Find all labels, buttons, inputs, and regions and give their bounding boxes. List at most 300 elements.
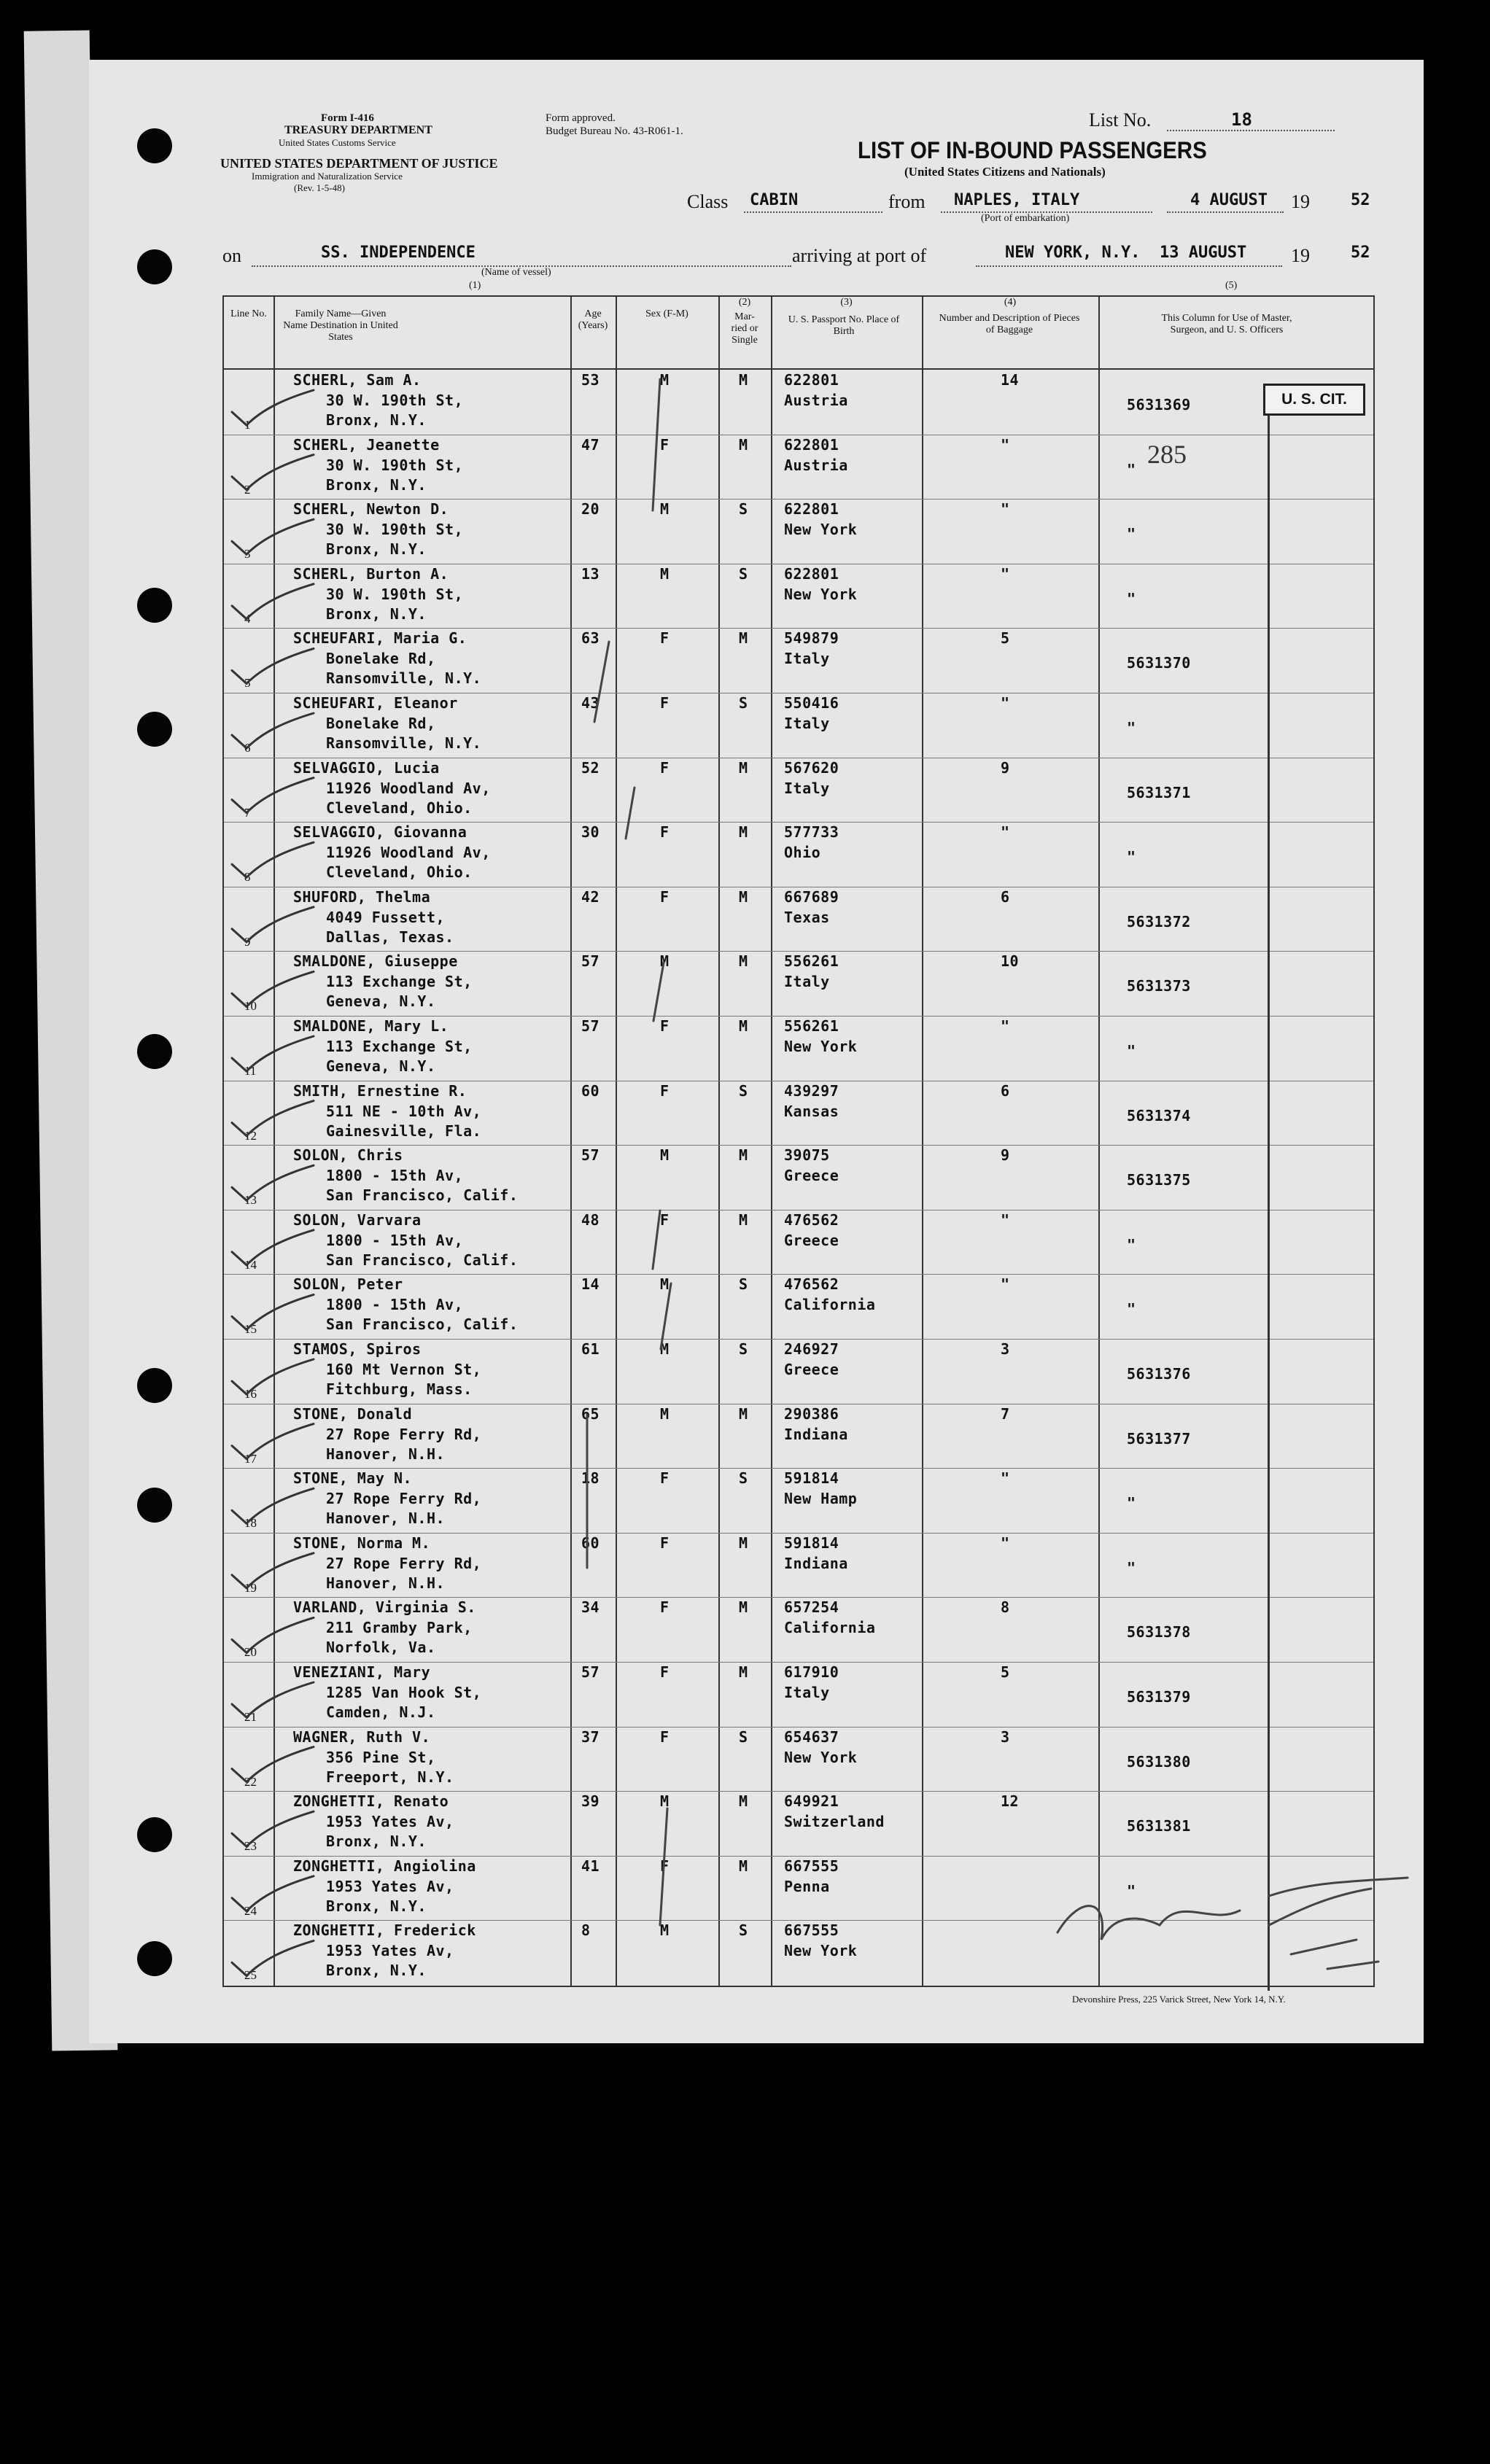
line-number: 7 — [244, 805, 251, 820]
passenger-sex: F — [660, 758, 670, 777]
address-line-2: Cleveland, Ohio. — [326, 863, 473, 882]
header-married-num: (2) — [738, 297, 751, 308]
check-mark — [232, 648, 314, 683]
address-line-1: 1800 - 15th Av, — [326, 1167, 464, 1185]
place-of-birth: New York — [784, 1038, 858, 1055]
officer-number: 5631372 — [1127, 912, 1191, 930]
marital-status: M — [739, 823, 748, 842]
baggage-count: " — [1001, 564, 1010, 583]
line-number: 14 — [244, 1257, 257, 1272]
line-number: 9 — [244, 934, 251, 949]
passport-number: 439297 — [784, 1081, 839, 1100]
arrival-year: 52 — [1351, 244, 1370, 262]
embark-port: NAPLES, ITALY — [954, 191, 1080, 209]
inspector-signature — [1291, 1940, 1357, 1954]
column-marker-1: (1) — [469, 280, 481, 291]
baggage-count: " — [1001, 694, 1010, 712]
check-mark — [232, 1811, 314, 1846]
passenger-age: 63 — [581, 629, 600, 648]
address-line-2: Hanover, N.H. — [326, 1574, 446, 1592]
check-mark — [232, 1294, 314, 1329]
officer-number: " — [1127, 1300, 1136, 1318]
officer-number: 5631377 — [1127, 1429, 1191, 1447]
officer-number: 5631379 — [1127, 1688, 1191, 1706]
place-of-birth: Penna — [784, 1877, 830, 1895]
bracket-mark — [653, 1210, 660, 1269]
passenger-age: 41 — [581, 1857, 600, 1875]
passenger-age: 37 — [581, 1727, 600, 1746]
passenger-age: 57 — [581, 1146, 600, 1165]
passport-number: 649921 — [784, 1792, 839, 1811]
passenger-sex: M — [660, 371, 670, 389]
passenger-name: STONE, Norma M. — [293, 1534, 431, 1552]
line-number: 2 — [244, 482, 251, 497]
passenger-age: 48 — [581, 1210, 600, 1229]
passenger-sex: M — [660, 1275, 670, 1294]
baggage-count: " — [1001, 1210, 1010, 1229]
passport-number: 622801 — [784, 564, 839, 583]
place-of-birth: New York — [784, 1942, 858, 1960]
marital-status: M — [739, 1598, 748, 1617]
bracket-mark — [653, 379, 660, 510]
passenger-age: 43 — [581, 694, 600, 712]
address-line-2: Camden, N.J. — [326, 1703, 436, 1721]
place-of-birth: Austria — [784, 392, 848, 409]
marital-status: M — [739, 887, 748, 906]
ins-service: Immigration and Naturalization Service — [252, 171, 403, 182]
address-line-1: 356 Pine St, — [326, 1748, 436, 1766]
address-line-2: Fitchburg, Mass. — [326, 1380, 473, 1398]
marital-status: M — [739, 435, 748, 454]
bracket-mark — [594, 642, 609, 722]
marital-status: S — [739, 1275, 748, 1294]
address-line-1: Bonelake Rd, — [326, 650, 436, 668]
passenger-name: SCHERL, Sam A. — [293, 371, 422, 389]
marital-status: M — [739, 952, 748, 971]
passenger-sex: F — [660, 1857, 670, 1875]
address-line-1: 4049 Fussett, — [326, 908, 446, 926]
address-line-2: Hanover, N.H. — [326, 1445, 446, 1463]
baggage-count: " — [1001, 1275, 1010, 1294]
budget-bureau: Budget Bureau No. 43-R061-1. — [546, 125, 683, 137]
passenger-sex: M — [660, 500, 670, 518]
passenger-name: SHUFORD, Thelma — [293, 887, 431, 906]
baggage-count: " — [1001, 500, 1010, 518]
officer-number: 5631380 — [1127, 1752, 1191, 1771]
marital-status: M — [739, 1146, 748, 1165]
officer-number: " — [1127, 719, 1136, 737]
address-line-1: 30 W. 190th St, — [326, 521, 464, 539]
line-number: 21 — [244, 1710, 257, 1724]
vessel-note: (Name of vessel) — [481, 267, 551, 278]
passenger-age: 57 — [581, 1663, 600, 1681]
passport-number: 476562 — [784, 1275, 839, 1294]
officer-number: " — [1127, 848, 1136, 866]
passport-number: 556261 — [784, 952, 839, 971]
passenger-age: 57 — [581, 1017, 600, 1035]
inspector-signature — [1269, 1878, 1408, 1896]
officer-number: 5631373 — [1127, 977, 1191, 995]
passenger-name: SOLON, Varvara — [293, 1210, 422, 1229]
address-line-1: 1953 Yates Av, — [326, 1942, 454, 1960]
header-age: Age (Years) — [578, 308, 608, 331]
check-mark — [232, 971, 314, 1006]
place-of-birth: Greece — [784, 1361, 839, 1378]
passenger-age: 34 — [581, 1598, 600, 1617]
passenger-name: SELVAGGIO, Lucia — [293, 758, 440, 777]
marital-status: S — [739, 1727, 748, 1746]
address-line-1: 30 W. 190th St, — [326, 392, 464, 409]
marital-status: S — [739, 500, 748, 518]
form-approved: Form approved. — [546, 112, 616, 124]
class-label: Class — [687, 191, 729, 212]
passenger-age: 39 — [581, 1792, 600, 1811]
passenger-age: 65 — [581, 1404, 600, 1423]
address-line-1: 160 Mt Vernon St, — [326, 1361, 482, 1378]
passport-number: 657254 — [784, 1598, 839, 1617]
header-sex: Sex (F-M) — [645, 308, 688, 319]
place-of-birth: Greece — [784, 1167, 839, 1185]
baggage-count: " — [1001, 1017, 1010, 1035]
embark-year-prefix: 19 — [1291, 191, 1310, 212]
passenger-name: SCHEUFARI, Maria G. — [293, 629, 467, 648]
check-mark — [232, 1230, 314, 1265]
place-of-birth: Italy — [784, 715, 830, 732]
passenger-name: SOLON, Chris — [293, 1146, 403, 1165]
check-mark — [232, 1424, 314, 1459]
list-label: List No. — [1089, 109, 1152, 131]
check-mark — [232, 519, 314, 554]
passenger-name: SELVAGGIO, Giovanna — [293, 823, 467, 842]
line-number: 17 — [244, 1451, 257, 1466]
address-line-1: 1953 Yates Av, — [326, 1877, 454, 1895]
officer-number: 5631378 — [1127, 1623, 1191, 1641]
line-number: 5 — [244, 676, 251, 691]
passenger-sex: M — [660, 952, 670, 971]
marital-status: S — [739, 564, 748, 583]
passport-number: 667689 — [784, 887, 839, 906]
passenger-age: 53 — [581, 371, 600, 389]
line-number: 20 — [244, 1645, 257, 1660]
baggage-count: 14 — [1001, 371, 1020, 389]
passport-number: 622801 — [784, 435, 839, 454]
officer-number: 5631370 — [1127, 654, 1191, 672]
passenger-age: 13 — [581, 564, 600, 583]
marital-status: M — [739, 1210, 748, 1229]
line-number: 16 — [244, 1387, 257, 1401]
place-of-birth: Italy — [784, 1684, 830, 1701]
marital-status: M — [739, 758, 748, 777]
marital-status: S — [739, 1469, 748, 1488]
marital-status: S — [739, 694, 748, 712]
marital-status: M — [739, 1017, 748, 1035]
passenger-sex: M — [660, 1792, 670, 1811]
passenger-sex: F — [660, 1081, 670, 1100]
address-line-2: Freeport, N.Y. — [326, 1768, 454, 1786]
embark-date: 4 AUGUST — [1190, 191, 1268, 209]
place-of-birth: Texas — [784, 908, 830, 926]
passport-number: 667555 — [784, 1857, 839, 1875]
check-mark — [232, 1036, 314, 1071]
list-subtitle: (United States Citizens and Nationals) — [904, 165, 1106, 179]
passenger-sex: F — [660, 1598, 670, 1617]
header-married: Mar-ried or Single — [731, 311, 758, 346]
officer-number: 5631369 — [1127, 396, 1191, 413]
place-of-birth: Ohio — [784, 844, 821, 862]
address-line-1: Bonelake Rd, — [326, 715, 436, 732]
line-number: 22 — [244, 1774, 257, 1789]
check-mark — [232, 1876, 314, 1911]
baggage-count: 9 — [1001, 1146, 1010, 1165]
baggage-count: 7 — [1001, 1404, 1010, 1423]
check-mark — [232, 842, 314, 877]
inspector-signature — [1058, 1906, 1240, 1940]
address-line-1: 1285 Van Hook St, — [326, 1684, 482, 1701]
bracket-mark — [653, 963, 664, 1021]
passport-number: 591814 — [784, 1469, 839, 1488]
passenger-name: VENEZIANI, Mary — [293, 1663, 431, 1681]
passenger-sex: F — [660, 435, 670, 454]
officer-number: 5631375 — [1127, 1171, 1191, 1189]
passenger-name: SCHERL, Burton A. — [293, 564, 449, 583]
address-line-2: San Francisco, Calif. — [326, 1251, 519, 1269]
passport-number: 550416 — [784, 694, 839, 712]
passenger-name: SMALDONE, Mary L. — [293, 1017, 449, 1035]
baggage-count: " — [1001, 435, 1010, 454]
address-line-1: 27 Rope Ferry Rd, — [326, 1554, 482, 1572]
check-mark — [232, 713, 314, 748]
line-number: 1 — [244, 418, 251, 432]
column-marker-5: (5) — [1225, 280, 1238, 291]
passenger-name: SOLON, Peter — [293, 1275, 403, 1294]
place-of-birth: Italy — [784, 650, 830, 668]
passport-number: 591814 — [784, 1534, 839, 1552]
baggage-count: 3 — [1001, 1340, 1010, 1358]
baggage-count: 9 — [1001, 758, 1010, 777]
header-baggage-num: (4) — [1004, 297, 1017, 308]
check-mark — [232, 1747, 314, 1782]
passenger-sex: F — [660, 1210, 670, 1229]
passenger-sex: F — [660, 823, 670, 842]
class-value: CABIN — [750, 191, 799, 209]
passenger-name: ZONGHETTI, Frederick — [293, 1921, 476, 1940]
passenger-sex: F — [660, 1663, 670, 1681]
address-line-2: Bronx, N.Y. — [326, 475, 427, 494]
officer-number: " — [1127, 525, 1136, 543]
passenger-sex: M — [660, 1921, 670, 1940]
header-baggage: Number and Description of Pieces of Baggage — [939, 313, 1080, 335]
passenger-age: 60 — [581, 1081, 600, 1100]
line-number: 11 — [244, 1064, 257, 1078]
arrival-year-prefix: 19 — [1291, 245, 1310, 266]
marital-status: S — [739, 1340, 748, 1358]
check-mark — [232, 1682, 314, 1717]
check-mark — [232, 907, 314, 942]
address-line-2: Hanover, N.H. — [326, 1509, 446, 1528]
passenger-sex: M — [660, 1340, 670, 1358]
check-mark — [232, 1165, 314, 1200]
passport-number: 577733 — [784, 823, 839, 842]
header-officer-use: This Column for Use of Master, Surgeon, and U. S. Officers — [1161, 313, 1292, 335]
bracket-mark — [661, 1283, 671, 1349]
address-line-2: Ransomville, N.Y. — [326, 734, 482, 752]
address-line-1: 113 Exchange St, — [326, 973, 473, 991]
revision-date: (Rev. 1-5-48) — [294, 182, 345, 193]
officer-number: 5631376 — [1127, 1365, 1191, 1383]
arrival-port: NEW YORK, N.Y. — [1005, 244, 1141, 262]
passenger-name: ZONGHETTI, Renato — [293, 1792, 449, 1811]
marital-status: M — [739, 371, 748, 389]
from-label: from — [888, 191, 926, 212]
bracket-mark — [660, 1808, 667, 1925]
address-line-2: Geneva, N.Y. — [326, 992, 436, 1011]
line-number: 12 — [244, 1128, 257, 1143]
baggage-count: 6 — [1001, 1081, 1010, 1100]
passenger-age: 18 — [581, 1469, 600, 1488]
list-title: LIST OF IN-BOUND PASSENGERS — [858, 137, 1207, 163]
address-line-1: 1800 - 15th Av, — [326, 1296, 464, 1314]
passport-number: 549879 — [784, 629, 839, 648]
arriving-label: arriving at port of — [792, 245, 927, 266]
place-of-birth: New Hamp — [784, 1490, 858, 1508]
on-label: on — [222, 245, 241, 266]
check-mark — [232, 1359, 314, 1394]
line-number: 3 — [244, 547, 251, 561]
line-number: 25 — [244, 1968, 257, 1983]
passenger-age: 60 — [581, 1534, 600, 1552]
check-mark — [232, 1101, 314, 1136]
officer-number: 5631371 — [1127, 783, 1191, 801]
address-line-1: 30 W. 190th St, — [326, 456, 464, 474]
place-of-birth: Italy — [784, 973, 830, 991]
marital-status: M — [739, 629, 748, 648]
check-mark — [232, 1617, 314, 1652]
place-of-birth: New York — [784, 521, 858, 539]
treasury-dept: TREASURY DEPARTMENT — [284, 124, 432, 136]
customs-service: United States Customs Service — [279, 137, 396, 148]
baggage-count: 5 — [1001, 1663, 1010, 1681]
passenger-age: 14 — [581, 1275, 600, 1294]
baggage-count: " — [1001, 823, 1010, 842]
passenger-name: VARLAND, Virginia S. — [293, 1598, 476, 1617]
place-of-birth: Indiana — [784, 1554, 848, 1572]
check-mark — [232, 1553, 314, 1588]
baggage-count: 5 — [1001, 629, 1010, 648]
header-passport: U. S. Passport No. Place of Birth — [788, 314, 900, 337]
place-of-birth: Italy — [784, 779, 830, 797]
address-line-2: San Francisco, Calif. — [326, 1186, 519, 1205]
baggage-count: " — [1001, 1534, 1010, 1552]
passenger-name: WAGNER, Ruth V. — [293, 1727, 431, 1746]
passenger-sex: M — [660, 1146, 670, 1165]
inspector-signature — [1327, 1962, 1378, 1969]
line-number: 18 — [244, 1516, 257, 1531]
address-line-2: Gainesville, Fla. — [326, 1122, 482, 1140]
baggage-count: 6 — [1001, 887, 1010, 906]
address-line-1: 30 W. 190th St, — [326, 585, 464, 603]
baggage-count: " — [1001, 1469, 1010, 1488]
address-line-1: 1800 - 15th Av, — [326, 1231, 464, 1249]
passenger-sex: F — [660, 694, 670, 712]
marital-status: S — [739, 1081, 748, 1100]
passport-number: 476562 — [784, 1210, 839, 1229]
address-line-2: Bronx, N.Y. — [326, 411, 427, 429]
passenger-name: SMALDONE, Giuseppe — [293, 952, 458, 971]
officer-number: " — [1127, 1558, 1136, 1577]
officer-number: " — [1127, 1494, 1136, 1512]
passenger-age: 42 — [581, 887, 600, 906]
arrival-date: 13 AUGUST — [1160, 244, 1247, 262]
address-line-2: Cleveland, Ohio. — [326, 798, 473, 817]
passenger-sex: M — [660, 1404, 670, 1423]
baggage-count: 8 — [1001, 1598, 1010, 1617]
passenger-age: 20 — [581, 500, 600, 518]
place-of-birth: California — [784, 1619, 876, 1637]
passenger-sex: M — [660, 564, 670, 583]
passport-number: 567620 — [784, 758, 839, 777]
address-line-2: San Francisco, Calif. — [326, 1315, 519, 1334]
address-line-1: 211 Gramby Park, — [326, 1619, 473, 1637]
address-line-1: 113 Exchange St, — [326, 1038, 473, 1055]
passenger-age: 52 — [581, 758, 600, 777]
inspector-signature — [1269, 1889, 1371, 1925]
passport-number: 556261 — [784, 1017, 839, 1035]
header-name: Family Name—Given Name Destination in United States — [283, 308, 398, 343]
officer-number: 5631381 — [1127, 1817, 1191, 1835]
vessel-name: SS. INDEPENDENCE — [321, 244, 476, 262]
passenger-sex: F — [660, 629, 670, 648]
passenger-age: 61 — [581, 1340, 600, 1358]
line-number: 15 — [244, 1322, 257, 1337]
line-number: 4 — [244, 611, 251, 626]
address-line-1: 11926 Woodland Av, — [326, 779, 491, 797]
place-of-birth: Kansas — [784, 1102, 839, 1120]
address-line-2: Bronx, N.Y. — [326, 540, 427, 559]
baggage-count: 10 — [1001, 952, 1020, 971]
marital-status: M — [739, 1792, 748, 1811]
passenger-sex: F — [660, 1017, 670, 1035]
passenger-age: 57 — [581, 952, 600, 971]
marital-status: M — [739, 1404, 748, 1423]
officer-number: " — [1127, 589, 1136, 607]
address-line-2: Geneva, N.Y. — [326, 1057, 436, 1075]
passport-number: 622801 — [784, 500, 839, 518]
printer-footer: Devonshire Press, 225 Varick Street, New York 14, N.Y. — [1072, 1994, 1286, 2005]
passenger-age: 30 — [581, 823, 600, 842]
header-line-no: Line No. — [230, 308, 267, 319]
place-of-birth: Indiana — [784, 1425, 848, 1443]
officer-number: " — [1127, 1881, 1136, 1900]
line-number: 23 — [244, 1839, 257, 1854]
line-number: 10 — [244, 999, 257, 1014]
header-passport-num: (3) — [840, 297, 853, 308]
passenger-age: 47 — [581, 435, 600, 454]
address-line-1: 1953 Yates Av, — [326, 1813, 454, 1831]
marital-status: M — [739, 1663, 748, 1681]
address-line-1: 11926 Woodland Av, — [326, 844, 491, 862]
bracket-mark — [626, 788, 635, 839]
line-number: 13 — [244, 1193, 257, 1208]
check-mark — [232, 1488, 314, 1523]
place-of-birth: New York — [784, 585, 858, 603]
baggage-count: 12 — [1001, 1792, 1020, 1811]
passport-number: 667555 — [784, 1921, 839, 1940]
check-mark — [232, 1940, 314, 1975]
passport-number: 654637 — [784, 1727, 839, 1746]
address-line-1: 27 Rope Ferry Rd, — [326, 1490, 482, 1508]
passenger-name: SCHERL, Newton D. — [293, 500, 449, 518]
marital-status: M — [739, 1857, 748, 1875]
